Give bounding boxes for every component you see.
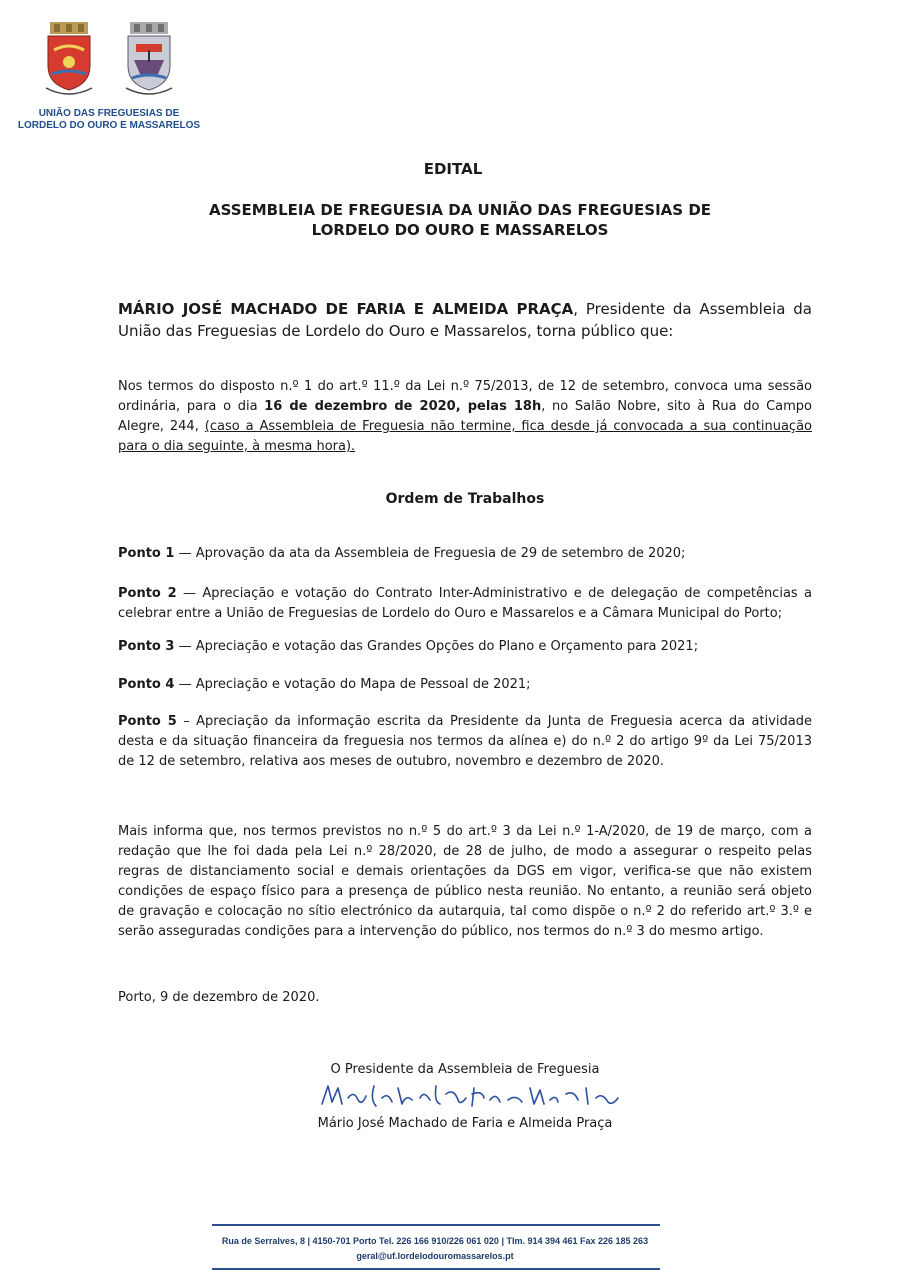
document-title: EDITAL (423, 160, 483, 178)
org-name-line1: UNIÃO DAS FREGUESIAS DE (38, 108, 180, 119)
footer-email[interactable]: geral@uf.lordelodouromassarelos.pt (356, 1251, 514, 1261)
session-date: 16 de dezembro de 2020, pelas 18h (264, 399, 542, 414)
document-date: Porto, 9 de dezembro de 2020. (118, 990, 320, 1005)
agenda-item-label: Ponto 3 (118, 639, 175, 654)
signatory-name: Mário José Machado de Faria e Almeida Praça (317, 1116, 613, 1131)
continuation-note: (caso a Assembleia de Freguesia não termine, fica desde já convocada a sua continuação para o dia seguinte, à mesma hora). (118, 419, 812, 454)
agenda-item-text: — Apreciação e votação do Mapa de Pessoal de 2021; (174, 677, 531, 692)
agenda-item (118, 712, 812, 772)
document-subtitle (150, 200, 770, 240)
agenda-item-text: — Apreciação e votação das Grandes Opções do Plano e Orçamento para 2021; (174, 639, 699, 654)
agenda-item (118, 584, 812, 624)
intro-text: , Presidente da Assembleia da União das Freguesias de Lordelo do Ouro e Massarelos, torna público que: (118, 300, 812, 340)
convocation-text-b: , no Salão Nobre, sito à Rua do Campo Alegre, 244, (118, 399, 813, 434)
agenda-item-text: — Aprovação da ata da Assembleia de Freguesia de 29 de setembro de 2020; (174, 546, 686, 561)
lordelo-crest-icon (42, 22, 96, 100)
footer-rule-top (212, 1224, 660, 1226)
agenda-item-label: Ponto 4 (118, 677, 175, 692)
subtitle-line2: LORDELO DO OURO E MASSARELOS (311, 221, 609, 239)
signatory-role: O Presidente da Assembleia de Freguesia (330, 1062, 600, 1077)
org-logo (14, 22, 204, 140)
convocation-paragraph (118, 377, 812, 457)
org-name-line2: LORDELO DO OURO E MASSARELOS (17, 120, 201, 131)
subtitle-line1: ASSEMBLEIA DE FREGUESIA DA UNIÃO DAS FREGUESIAS DE (208, 201, 712, 219)
agenda-item (118, 544, 812, 564)
agenda-item-text: — Apreciação e votação do Contrato Inter-Administrativo e de delegação de competências a celebrar entre a União de Freguesias de Lordelo do Ouro e Massarelos e a Câmara Municipal do Porto; (118, 586, 812, 621)
footer-rule-bottom (212, 1268, 660, 1270)
org-name (14, 108, 204, 132)
footer-address: Rua de Serralves, 8 | 4150-701 Porto Tel. 226 166 910/226 061 020 | Tlm. 914 394 461 Fax 226 185 263 (221, 1236, 649, 1246)
agenda-title: Ordem de Trabalhos (385, 491, 545, 507)
agenda-item-label: Ponto 2 (118, 586, 177, 601)
agenda-item (118, 637, 812, 657)
massarelos-crest-icon (122, 22, 176, 100)
information-paragraph: Mais informa que, nos termos previstos no n.º 5 do art.º 3 da Lei n.º 1-A/2020, de 19 de março, com a redação que lhe foi dada pela Lei n.º 28/2020, de 28 de julho, de modo a assegurar o respeito pelas regras de distanciamento social e demais orientações da DGS em vigor, verifica-se que não existem condições de espaço físico para a presença de público nesta reunião. No entanto, a reunião será objeto de gravação e colocação no sítio electrónico da autarquia, tal como dispõe o n.º 2 do referido art.º 3.º e serão asseguradas condições para a intervenção do público, nos termos do n.º 3 do mesmo artigo. (118, 824, 812, 939)
agenda-item-label: Ponto 1 (118, 546, 175, 561)
convocation-text-a: Nos termos do disposto n.º 1 do art.º 11.º da Lei n.º 75/2013, de 12 de setembro, convoca uma sessão ordinária, para o dia (118, 379, 812, 414)
intro-paragraph (118, 298, 812, 342)
agenda-item-label: Ponto 5 (118, 714, 177, 729)
agenda-item (118, 675, 812, 695)
president-name: MÁRIO JOSÉ MACHADO DE FARIA E ALMEIDA PRAÇA (118, 300, 574, 318)
agenda-item-text: – Apreciação da informação escrita da Presidente da Junta de Freguesia acerca da atividade desta e da situação financeira da freguesia nos termos da alínea e) do n.º 2 do artigo 9º da Lei 75/2013 de 12 de setembro, relativa aos meses de outubro, novembro e dezembro de 2020. (118, 714, 812, 769)
handwritten-signature (318, 1080, 628, 1112)
